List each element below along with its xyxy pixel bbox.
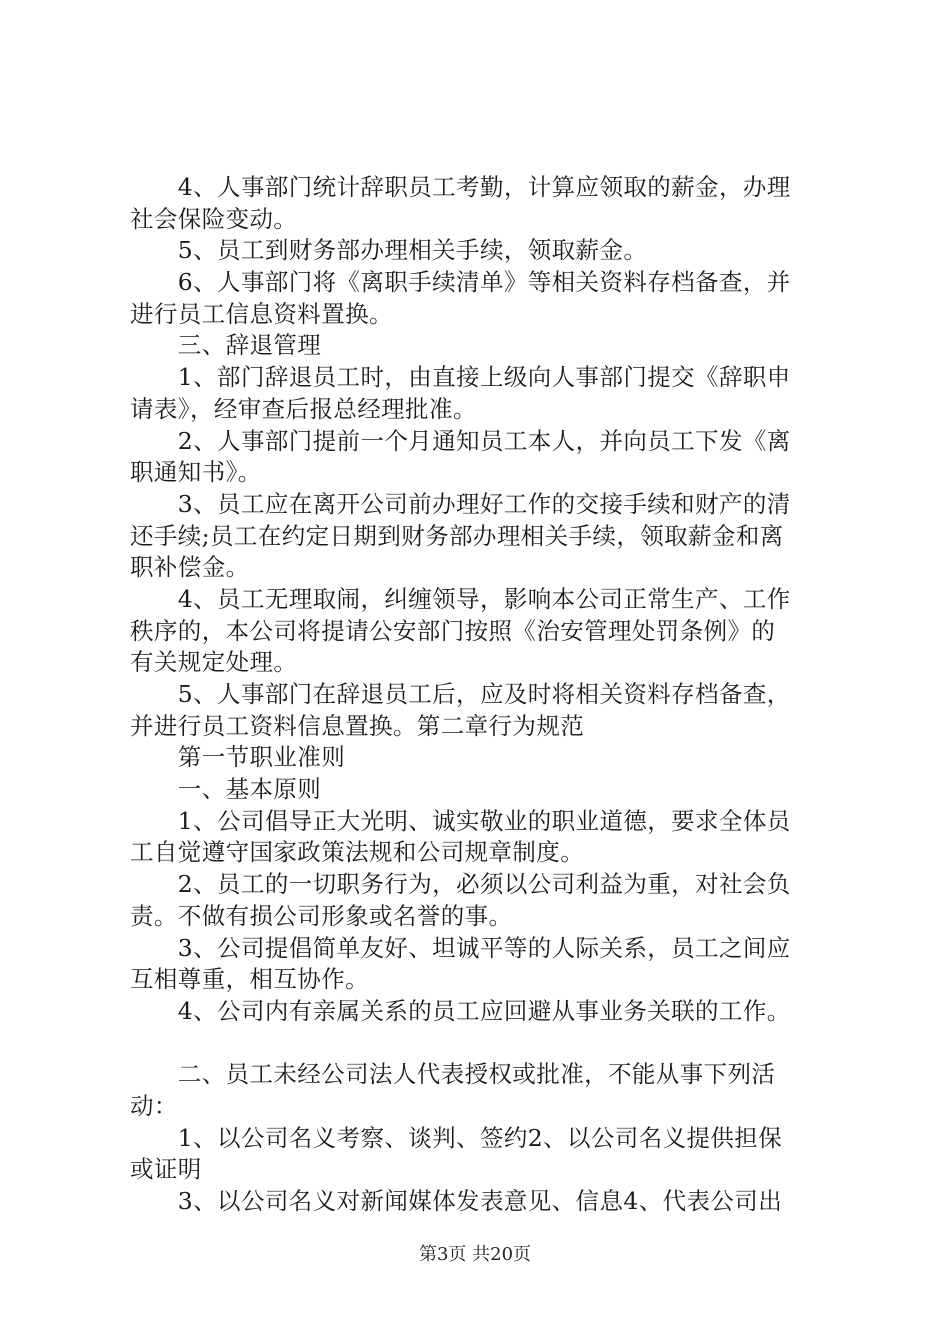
text-line: 5、人事部门在辞退员工后，应及时将相关资料存档备查， [130, 680, 791, 708]
text-line: 1、部门辞退员工时，由直接上级向人事部门提交《辞职申 [130, 363, 791, 392]
text-line: 3、员工应在离开公司前办理好工作的交接手续和财产的清 [130, 489, 791, 518]
text-line: 2、员工的一切职务行为，必须以公司利益为重，对社会负 [130, 870, 791, 899]
text-line: 二、员工未经公司法人代表授权或批准，不能从事下列活 [130, 1060, 776, 1089]
text-line: 请表》，经审查后报总经理批准。 [130, 394, 477, 423]
section-heading: 第一节职业准则 [130, 743, 346, 772]
text-line: 5、员工到财务部办理相关手续，领取薪金。 [130, 236, 648, 265]
text-line: 职通知书》。 [130, 458, 262, 487]
text-line: 有关规定处理。 [130, 648, 298, 677]
text-line: 工自觉遵守国家政策法规和公司规章制度。 [130, 838, 585, 867]
text-line: 秩序的，本公司将提请公安部门按照《治安管理处罚条例》的 [130, 616, 776, 645]
text-line: 4、员工无理取闹，纠缠领导，影响本公司正常生产、工作 [130, 584, 791, 613]
text-line: 4、公司内有亲属关系的员工应回避从事业务关联的工作。 [130, 996, 791, 1025]
text-line: 进行员工信息资料置换。 [130, 299, 393, 328]
text-line: 1、公司倡导正大光明、诚实敬业的职业道德，要求全体员 [130, 806, 791, 835]
text-line: 动： [130, 1091, 178, 1120]
section-heading: 三、辞退管理 [130, 331, 322, 360]
text-line: 3、以公司名义对新闻媒体发表意见、信息4、代表公司出 [130, 1187, 783, 1215]
text-line: 1、以公司名义考察、谈判、签约2、以公司名义提供担保 [130, 1123, 783, 1152]
text-line: 3、公司提倡简单友好、坦诚平等的人际关系，员工之间应 [130, 933, 791, 962]
page-number-footer: 第3页 共20页 [418, 1244, 532, 1265]
section-heading: 一、基本原则 [130, 775, 322, 804]
text-line: 还手续;员工在约定日期到财务部办理相关手续，领取薪金和离 [130, 521, 784, 550]
text-line: 或证明 [130, 1155, 202, 1184]
text-line: 互相尊重，相互协作。 [130, 965, 369, 994]
text-line: 并进行员工资料信息置换。第二章行为规范 [130, 711, 585, 740]
text-line: 6、人事部门将《离职手续清单》等相关资料存档备查，并 [130, 268, 791, 297]
text-line: 社会保险变动。 [130, 204, 298, 233]
text-line: 4、人事部门统计辞职员工考勤，计算应领取的薪金，办理 [130, 173, 791, 201]
text-line: 2、人事部门提前一个月通知员工本人，并向员工下发《离 [130, 426, 791, 455]
text-line: 职补偿金。 [130, 553, 250, 582]
document-body [130, 172, 835, 1218]
text-line: 责。不做有损公司形象或名誉的事。 [130, 901, 513, 930]
paragraph-gap [130, 1028, 835, 1060]
